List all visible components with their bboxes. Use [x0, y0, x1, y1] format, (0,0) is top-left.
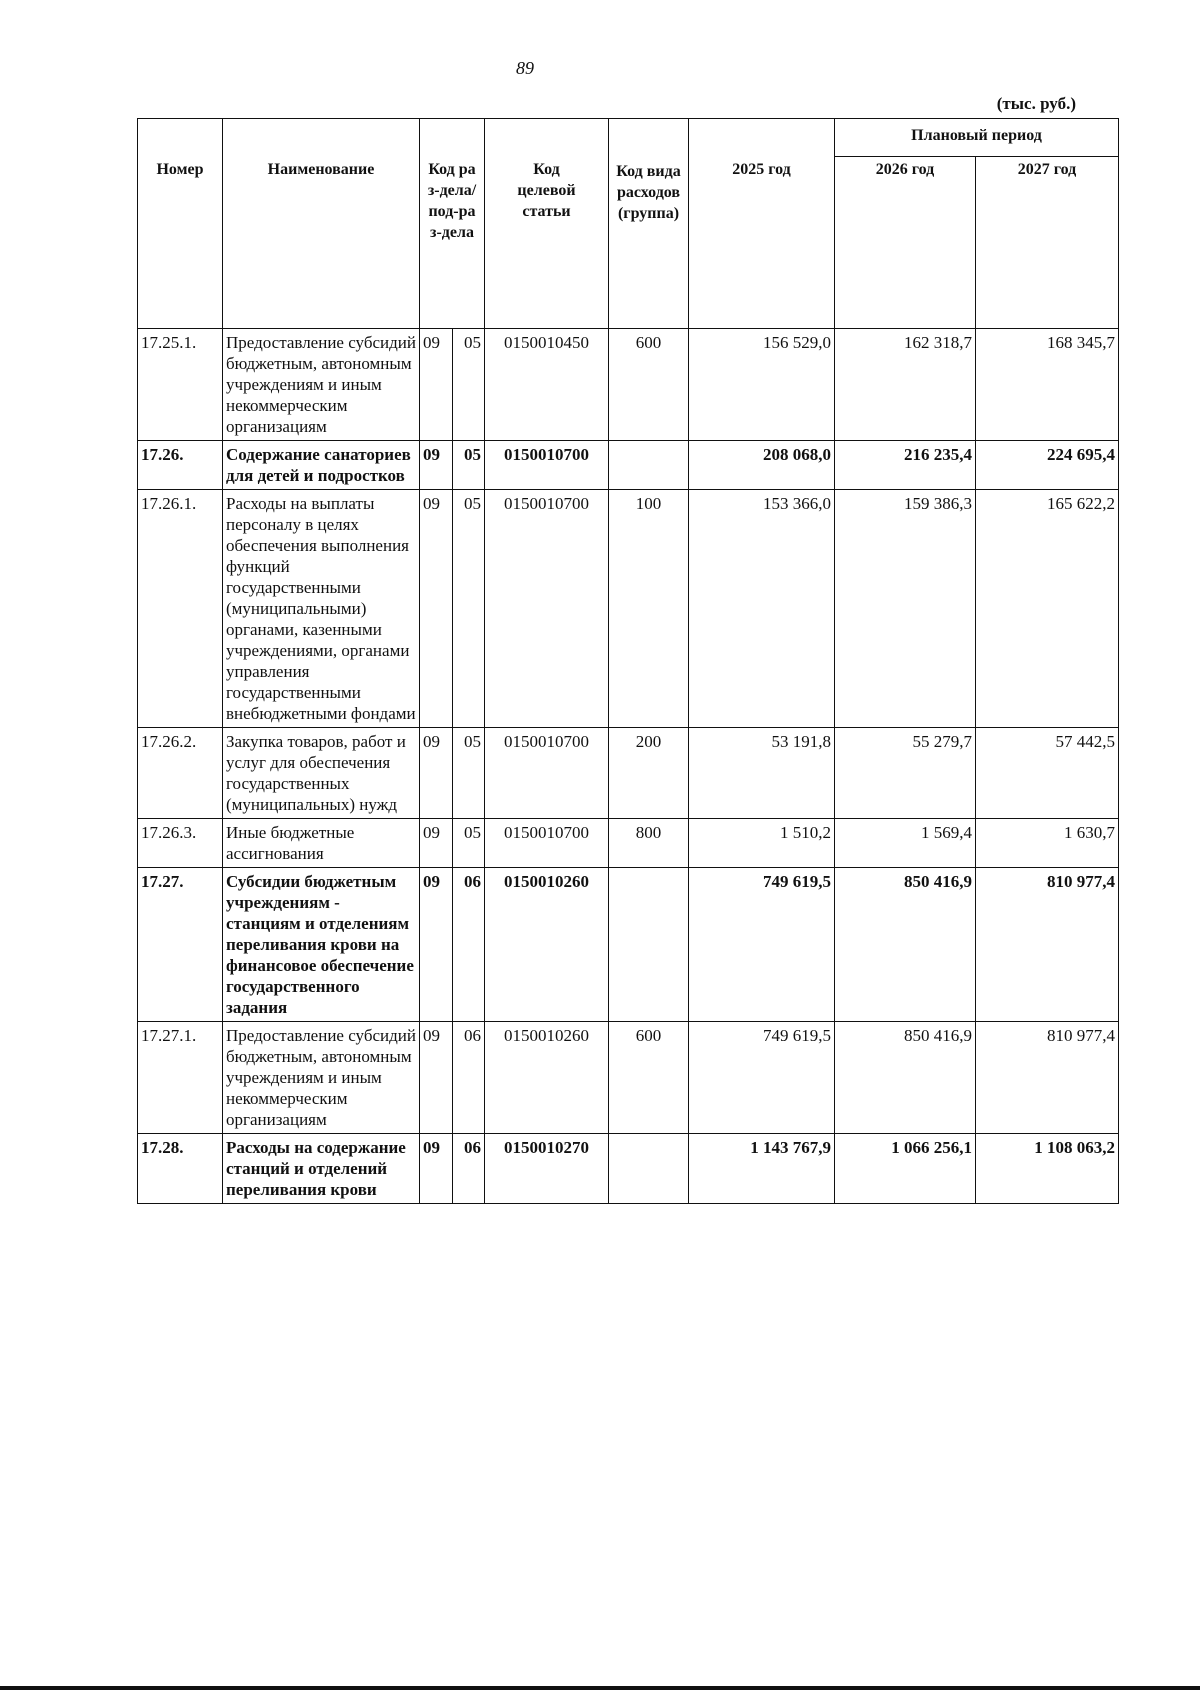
row-name: Предоставление субсидий бюджетным, автономным учреждениям и иным некоммерческим организациям [223, 329, 420, 441]
row-expense-type [609, 1134, 689, 1204]
row-amount-2025: 749 619,5 [689, 868, 835, 1022]
row-amount-2027: 1 108 063,2 [976, 1134, 1119, 1204]
row-name: Предоставление субсидий бюджетным, автономным учреждениям и иным некоммерческим организациям [223, 1022, 420, 1134]
row-amount-2025: 1 143 767,9 [689, 1134, 835, 1204]
row-section-code: 09 [420, 441, 453, 490]
table-row [138, 441, 1119, 490]
table-body [138, 329, 1119, 1204]
row-target-code: 0150010270 [485, 1134, 609, 1204]
row-amount-2026: 1 066 256,1 [835, 1134, 976, 1204]
header-name: Наименование [223, 119, 420, 329]
row-subsection-code: 05 [453, 490, 485, 728]
row-amount-2026: 216 235,4 [835, 441, 976, 490]
table-row [138, 329, 1119, 441]
row-name: Закупка товаров, работ и услуг для обеспечения государственных (муниципальных) нужд [223, 728, 420, 819]
row-subsection-code: 05 [453, 329, 485, 441]
header-section-code-text: Код раз-дела/ под-раз-дела [427, 161, 477, 241]
row-number: 17.26.1. [138, 490, 223, 728]
budget-table [137, 118, 1119, 1204]
row-amount-2025: 53 191,8 [689, 728, 835, 819]
table-row [138, 490, 1119, 728]
row-section-code: 09 [420, 490, 453, 728]
row-amount-2026: 159 386,3 [835, 490, 976, 728]
units-label: (тыс. руб.) [996, 94, 1076, 113]
row-amount-2025: 153 366,0 [689, 490, 835, 728]
row-target-code: 0150010450 [485, 329, 609, 441]
table-row [138, 728, 1119, 819]
page-number: 89 [516, 58, 534, 78]
row-expense-type: 600 [609, 329, 689, 441]
row-number: 17.26. [138, 441, 223, 490]
header-section-code [420, 119, 485, 329]
row-section-code: 09 [420, 728, 453, 819]
row-subsection-code: 05 [453, 819, 485, 868]
row-number: 17.27. [138, 868, 223, 1022]
row-amount-2027: 168 345,7 [976, 329, 1119, 441]
row-subsection-code: 06 [453, 1134, 485, 1204]
row-section-code: 09 [420, 329, 453, 441]
row-expense-type [609, 868, 689, 1022]
row-amount-2027: 810 977,4 [976, 1022, 1119, 1134]
row-subsection-code: 05 [453, 728, 485, 819]
table-row [138, 868, 1119, 1022]
table-row [138, 1134, 1119, 1204]
header-target-code-text: Код целевой статьи [517, 161, 576, 220]
row-target-code: 0150010700 [485, 728, 609, 819]
row-section-code: 09 [420, 819, 453, 868]
row-amount-2026: 850 416,9 [835, 868, 976, 1022]
row-target-code: 0150010260 [485, 1022, 609, 1134]
row-section-code: 09 [420, 1134, 453, 1204]
row-amount-2026: 55 279,7 [835, 728, 976, 819]
row-expense-type [609, 441, 689, 490]
header-expense-type: Код вида расходов (группа) [609, 119, 689, 329]
row-expense-type: 200 [609, 728, 689, 819]
table-header [138, 119, 1119, 329]
header-number: Номер [138, 119, 223, 329]
header-target-code [485, 119, 609, 329]
row-number: 17.27.1. [138, 1022, 223, 1134]
row-name: Содержание санаториев для детей и подростков [223, 441, 420, 490]
row-name: Иные бюджетные ассигнования [223, 819, 420, 868]
row-number: 17.28. [138, 1134, 223, 1204]
row-amount-2025: 208 068,0 [689, 441, 835, 490]
row-amount-2027: 165 622,2 [976, 490, 1119, 728]
row-amount-2027: 57 442,5 [976, 728, 1119, 819]
row-target-code: 0150010700 [485, 819, 609, 868]
row-name: Расходы на выплаты персоналу в целях обеспечения выполнения функций государственными (муниципальными) органами, казенными учреждениями, органами управления государственными внебюджетными фондами [223, 490, 420, 728]
row-amount-2025: 1 510,2 [689, 819, 835, 868]
row-name: Субсидии бюджетным учреждениям - станциям и отделениям переливания крови на финансовое обеспечение государственного задания [223, 868, 420, 1022]
row-amount-2027: 1 630,7 [976, 819, 1119, 868]
header-2027: 2027 год [976, 157, 1119, 329]
table-row [138, 1022, 1119, 1134]
row-target-code: 0150010700 [485, 490, 609, 728]
row-amount-2025: 156 529,0 [689, 329, 835, 441]
table-row [138, 819, 1119, 868]
header-2026: 2026 год [835, 157, 976, 329]
bottom-rule [0, 1686, 1200, 1690]
header-2025: 2025 год [689, 119, 835, 329]
row-expense-type: 800 [609, 819, 689, 868]
row-amount-2026: 850 416,9 [835, 1022, 976, 1134]
row-amount-2026: 162 318,7 [835, 329, 976, 441]
row-amount-2026: 1 569,4 [835, 819, 976, 868]
row-name: Расходы на содержание станций и отделений переливания крови [223, 1134, 420, 1204]
row-section-code: 09 [420, 1022, 453, 1134]
row-subsection-code: 06 [453, 1022, 485, 1134]
row-amount-2027: 810 977,4 [976, 868, 1119, 1022]
row-number: 17.26.3. [138, 819, 223, 868]
header-planned-period: Плановый период [835, 119, 1119, 157]
row-expense-type: 100 [609, 490, 689, 728]
row-subsection-code: 05 [453, 441, 485, 490]
row-section-code: 09 [420, 868, 453, 1022]
row-amount-2025: 749 619,5 [689, 1022, 835, 1134]
row-target-code: 0150010700 [485, 441, 609, 490]
row-amount-2027: 224 695,4 [976, 441, 1119, 490]
row-subsection-code: 06 [453, 868, 485, 1022]
row-number: 17.25.1. [138, 329, 223, 441]
row-number: 17.26.2. [138, 728, 223, 819]
row-expense-type: 600 [609, 1022, 689, 1134]
row-target-code: 0150010260 [485, 868, 609, 1022]
